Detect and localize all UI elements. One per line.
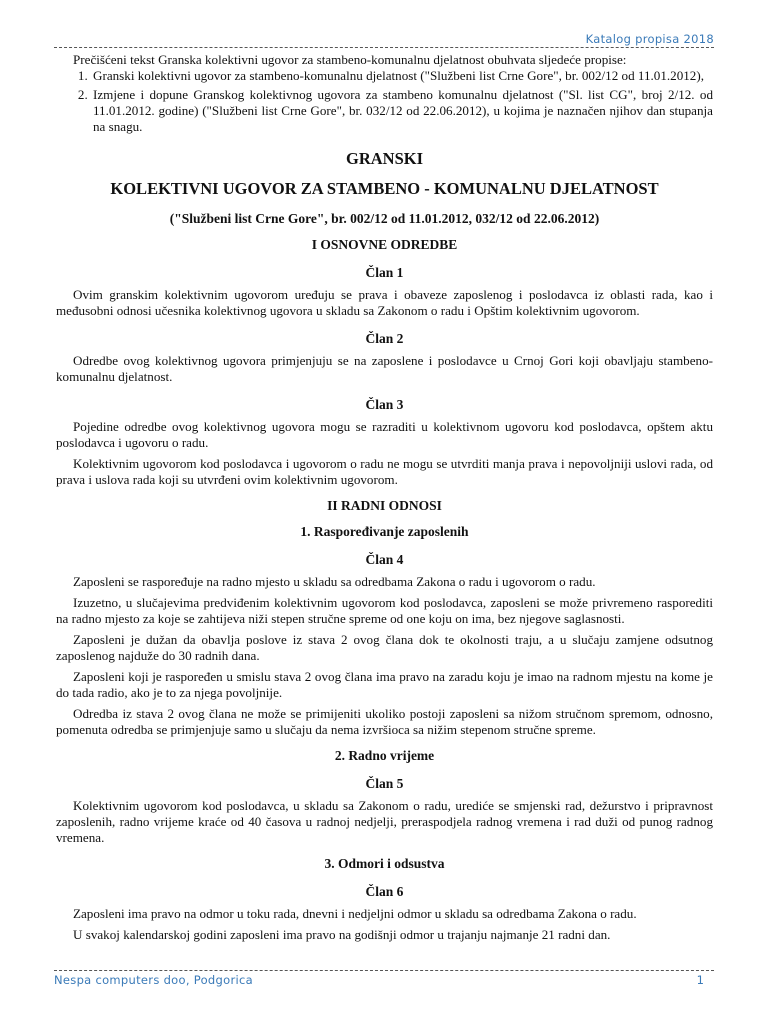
article-heading: Član 1	[365, 265, 404, 280]
article-paragraph: Odredba iz stava 2 ovog člana ne može se primijeniti ukoliko postoji zaposleni sa nižom stručnom spremom, odnosno, pomenuta odredba se primjenjuje samo u slučaju da nema izvršioca sa nižim stepenom stručne spreme.	[56, 706, 713, 737]
article-paragraph: Odredbe ovog kolektivnog ugovora primjenjuju se na zaposlene i poslodavce u Crnoj Gori koji obavljaju stambeno-komunalnu djelatnost.	[56, 353, 713, 384]
subsection-heading: 2. Radno vrijeme	[334, 748, 435, 763]
document-source: ("Službeni list Crne Gore", br. 002/12 od 11.01.2012, 032/12 od 22.06.2012)	[169, 211, 600, 226]
article-paragraph: Zaposleni je dužan da obavlja poslove iz stava 2 ovog člana dok te okolnosti traju, a u slučaju zamjene odsutnog zaposlenog najduže do 30 radnih dana.	[56, 632, 713, 663]
article-paragraph: Kolektivnim ugovorom kod poslodavca, u skladu sa Zakonom o radu, urediće se smjenski rad, dežurstvo i pripravnost zaposlenih, radno vrijeme kraće od 40 časova u radnoj nedjelji, preraspodjela radnog vremena i rad duži od punog radnog vremena.	[56, 798, 713, 845]
list-item: 1. Granski kolektivni ugovor za stambeno-komunalnu djelatnost ("Službeni list Crne Gore", br. 002/12 od 11.01.2012),	[91, 68, 713, 84]
document-title-line2: KOLEKTIVNI UGOVOR ZA STAMBENO - KOMUNALNU DJELATNOST	[110, 179, 659, 198]
list-item: 2. Izmjene i dopune Granskog kolektivnog ugovora za stambeno komunalnu djelatnost ("Sl. list CG", broj 2/12. od 11.01.2012. godine) ("Službeni list Crne Gore", br. 032/12 od 22.06.2012), u kojima je naznačen njihov dan stupanja na snagu.	[91, 87, 713, 135]
article-paragraph: Zaposleni koji je raspoređen u smislu stava 2 ovog člana ima pravo na zaradu koju je imao na radnom mjestu na kome je do tada radio, ako je to za njega povoljnije.	[56, 669, 713, 700]
document-title-line1: GRANSKI	[345, 149, 423, 168]
footer-divider	[54, 970, 714, 971]
footer-company: Nespa computers doo, Podgorica	[54, 973, 253, 987]
article-paragraph: Zaposleni se raspoređuje na radno mjesto u skladu sa odredbama Zakona o radu i ugovorom o radu.	[73, 574, 596, 589]
section-heading: II RADNI ODNOSI	[327, 498, 442, 513]
article-heading: Član 5	[365, 776, 404, 791]
document-body	[56, 52, 713, 948]
article-paragraph: Zaposleni ima pravo na odmor u toku rada, dnevni i nedjeljni odmor u skladu sa odredbama Zakona o radu.	[73, 906, 637, 921]
article-paragraph: Pojedine odredbe ovog kolektivnog ugovora mogu se razraditi u kolektivnom ugovoru kod poslodavca, opštem aktu poslodavca i ugovoru o radu.	[56, 419, 713, 450]
subsection-heading: 1. Raspoređivanje zaposlenih	[300, 524, 469, 539]
article-heading: Član 3	[365, 397, 404, 412]
catalog-header: Katalog propisa 2018	[585, 32, 714, 46]
article-paragraph: Kolektivnim ugovorom kod poslodavca i ugovorom o radu ne mogu se utvrditi manja prava i nepovoljniji uslovi rada, od prava i uslova rada koji su utvrđeni ovim kolektivnim ugovorom.	[56, 456, 713, 487]
intro-paragraph: Prečišćeni tekst Granska kolektivni ugovor za stambeno-komunalnu djelatnost obuhvata sljedeće propise:	[73, 52, 627, 67]
article-paragraph: U svakoj kalendarskoj godini zaposleni ima pravo na godišnji odmor u trajanju najmanje 21 radni dan.	[73, 927, 611, 942]
article-heading: Član 2	[365, 331, 404, 346]
article-paragraph: Ovim granskim kolektivnim ugovorom uređuju se prava i obaveze zaposlenog i poslodavca iz oblasti rada, kao i međusobni odnosi učesnika kolektivnog ugovora u skladu sa Zakonom o radu i Opštim kolektivnim ugovorom.	[56, 287, 713, 318]
article-heading: Član 6	[365, 884, 404, 899]
page-number: 1	[696, 973, 704, 987]
header-divider	[54, 47, 714, 48]
section-heading: I OSNOVNE ODREDBE	[311, 237, 458, 252]
article-heading: Član 4	[365, 552, 404, 567]
subsection-heading: 3. Odmori i odsustva	[324, 856, 445, 871]
article-paragraph: Izuzetno, u slučajevima predviđenim kolektivnim ugovorom kod poslodavca, zaposleni se može privremeno rasporediti na radno mjesto za koje se zahtijeva niži stepen stručne spreme od one koju on ima, bez njegove saglasnosti.	[56, 595, 713, 626]
amendments-list	[56, 68, 713, 135]
